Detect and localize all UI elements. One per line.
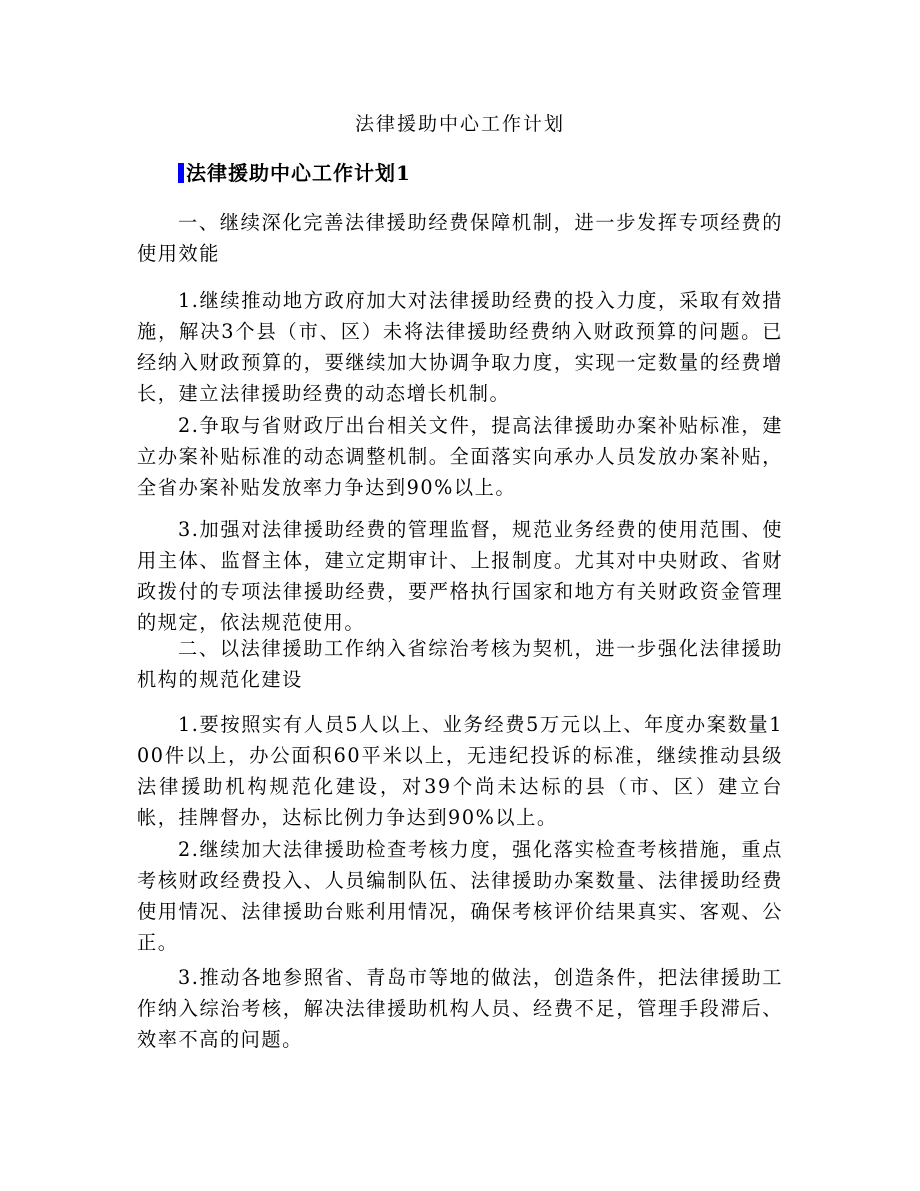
paragraph-section-2-heading: 二、以法律援助工作纳入省综治考核为契机，进一步强化法律援助机构的规范化建设: [137, 637, 783, 691]
section-heading-text: 法律援助中心工作计划1: [186, 161, 411, 185]
paragraph-1-2: 2.争取与省财政厅出台相关文件，提高法律援助办案补贴标准，建立办案补贴标准的动态调整机制。全面落实向承办人员发放办案补贴，全省办案补贴发放率力争达到90%以上。: [137, 414, 783, 499]
paragraph-1-1: 1.继续推动地方政府加大对法律援助经费的投入力度，采取有效措施，解决3个县（市、区）未将法律援助经费纳入财政预算的问题。已经纳入财政预算的，要继续加大协调争取力度，实现一定数量的经费增长，建立法律援助经费的动态增长机制。: [137, 289, 783, 405]
paragraph-1-3: 3.加强对法律援助经费的管理监督，规范业务经费的使用范围、使用主体、监督主体，建立定期审计、上报制度。尤其对中央财政、省财政拨付的专项法律援助经费，要严格执行国家和地方有关财政资金管理的规定，依法规范使用。: [137, 518, 783, 634]
heading-marker-bar: [178, 163, 184, 183]
paragraph-2-1: 1.要按照实有人员5人以上、业务经费5万元以上、年度办案数量100件以上，办公面积60平米以上，无违纪投诉的标准，继续推动县级法律援助机构规范化建设，对39个尚未达标的县（市、区）建立台帐，挂牌督办，达标比例力争达到90%以上。: [137, 713, 783, 829]
section-heading: [178, 159, 411, 187]
paragraph-2-2: 2.继续加大法律援助检查考核力度，强化落实检查考核措施，重点考核财政经费投入、人员编制队伍、法律援助办案数量、法律援助经费使用情况、法律援助台账利用情况，确保考核评价结果真实、客观、公正。: [137, 838, 783, 954]
paragraph-section-1-heading: 一、继续深化完善法律援助经费保障机制，进一步发挥专项经费的使用效能: [137, 211, 783, 265]
document-title: 法律援助中心工作计划: [354, 113, 565, 135]
paragraph-2-3: 3.推动各地参照省、青岛市等地的做法，创造条件，把法律援助工作纳入综治考核，解决法律援助机构人员、经费不足，管理手段滞后、效率不高的问题。: [137, 966, 783, 1051]
